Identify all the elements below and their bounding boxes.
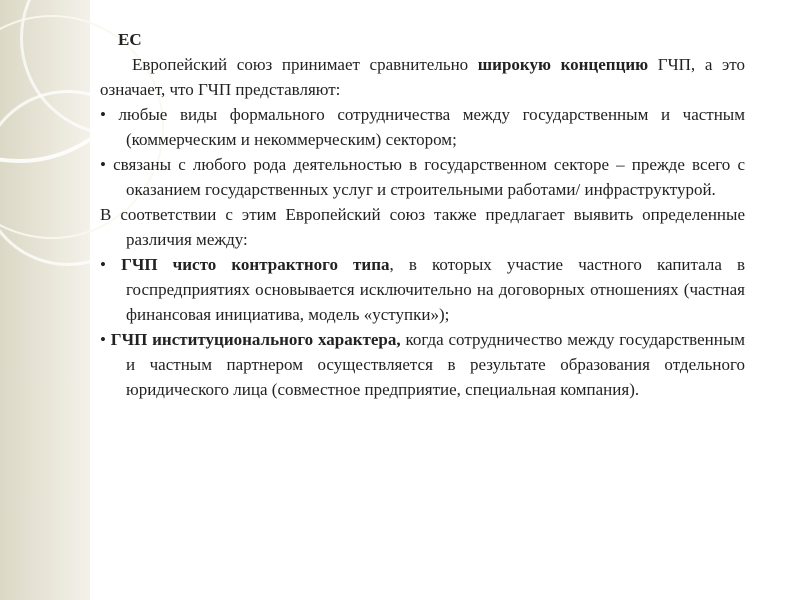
intro-lead-text: Европейский союз принимает сравнительно (132, 55, 478, 74)
bullet-item: • связаны с любого рода деятельностью в государственном секторе – прежде всего с оказанием государственных услуг и строительными работами/ инфраструктурой. (100, 155, 745, 199)
bullet-bold-term: ГЧП чисто контрактного типа (121, 255, 390, 274)
bullet-marker: • (100, 255, 122, 274)
bullet-item: • любые виды формального сотрудничества между государственным и частным (коммерческим и некоммерческим) сектором; (100, 105, 745, 149)
intro-paragraph (100, 52, 745, 102)
intro-rest-text: ГЧП, а это означает, что ГЧП представляют: (100, 55, 745, 99)
bullet-text: когда сотрудничество между государственным и частным партнером осуществляется в результате образования отдельного юридического лица (совместное предприятие, специальная компания). (126, 330, 746, 399)
bullet-item (100, 327, 745, 402)
bullet-item (100, 252, 745, 327)
slide-text-body (100, 28, 745, 402)
paragraph-distinctions: В соответствии с этим Европейский союз также предлагает выявить определенные различия между: (100, 205, 745, 249)
bullet-bold-term: ГЧП институционального характера, (110, 330, 401, 349)
bullet-marker: • (100, 330, 111, 349)
slide-title: ЕС (118, 30, 142, 49)
intro-bold-text: широкую концепцию (477, 55, 649, 74)
bullet-text: , в которых участие частного капитала в госпредприятиях основывается исключительно на договорных отношениях (частная финансовая инициатива, модель «уступки»); (126, 255, 746, 324)
decorative-side-band (0, 0, 90, 600)
